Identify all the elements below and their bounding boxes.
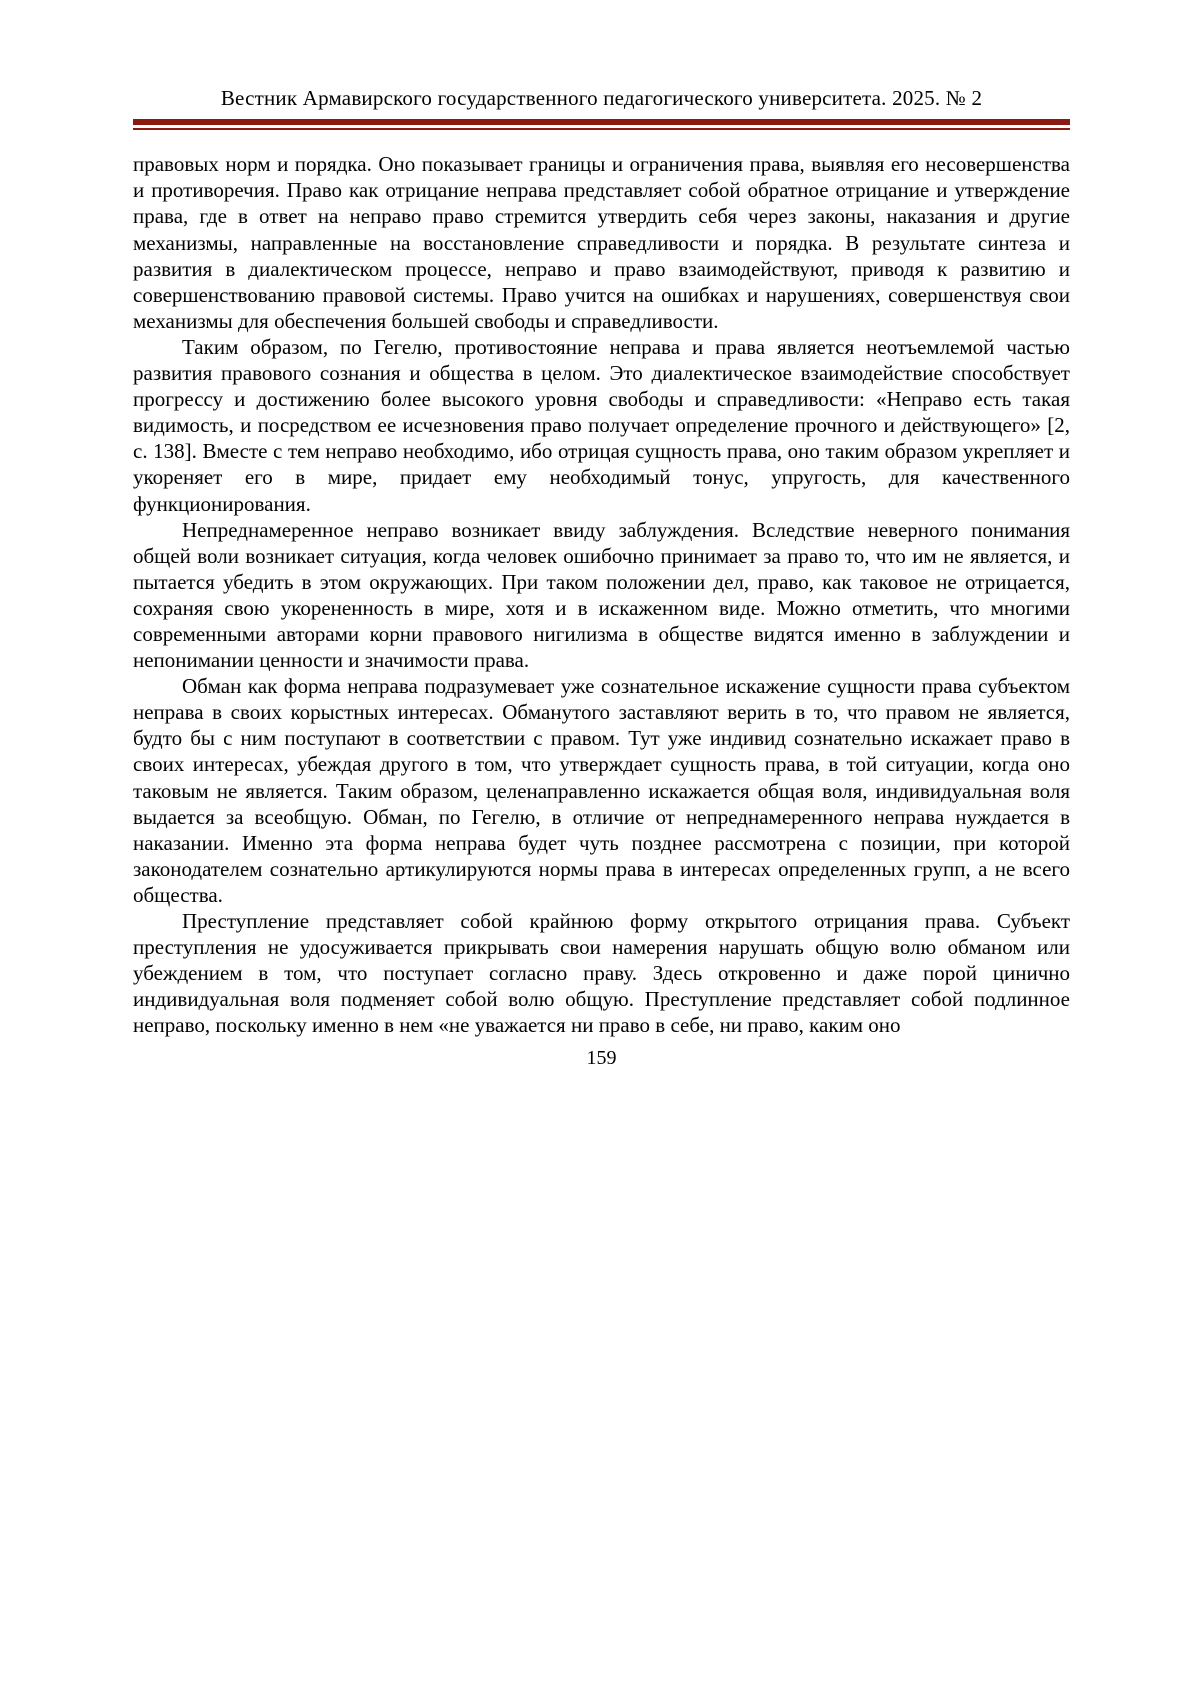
paragraph-continuation: правовых норм и порядка. Оно показывает границы и ограничения права, выявляя его несовершенства и противоречия. Право как отрицание неправа представляет собой обратное отрицание и утверждение права, где в ответ на неправо право стремится утвердить себя через законы, наказания и другие механизмы, направленные на восстановление справедливости и порядка. В результате синтеза и развития в диалектическом процессе, неправо и право взаимодействуют, приводя к развитию и совершенствованию правовой системы. Право учится на ошибках и нарушениях, совершенствуя свои механизмы для обеспечения большей свободы и справедливости. xyxy=(133,152,1070,333)
page-body xyxy=(133,151,1070,1038)
page-number: 159 xyxy=(586,1047,617,1070)
journal-header-title: Вестник Армавирского государственного педагогического университета. 2025. № 2 xyxy=(220,86,983,110)
paragraph: Непреднамеренное неправо возникает ввиду заблуждения. Вследствие неверного понимания общей воли возникает ситуация, когда человек ошибочно принимает за право то, что им не является, и пытается убедить в этом окружающих. При таком положении дел, право, как таковое не отрицается, сохраняя свою укорененность в мире, хотя и в искаженном виде. Можно отметить, что многими современными авторами корни правового нигилизма в обществе видятся именно в заблуждении и непонимании ценности и значимости права. xyxy=(133,517,1070,673)
header-divider-rule xyxy=(133,119,1070,130)
paragraph: Таким образом, по Гегелю, противостояние неправа и права является неотъемлемой частью развития правового сознания и общества в целом. Это диалектическое взаимодействие способствует прогрессу и достижению более высокого уровня свободы и справедливости: «Неправо есть такая видимость, и посредством ее исчезновения право получает определение прочного и действующего» [2, с. 138]. Вместе с тем неправо необходимо, ибо отрицая сущность права, оно таким образом укрепляет и укореняет его в мире, придает ему необходимый тонус, упругость, для качественного функционирования. xyxy=(133,334,1070,516)
paragraph: Преступление представляет собой крайнюю форму открытого отрицания права. Субъект преступления не удосуживается прикрывать свои намерения нарушать общую волю обманом или убеждением в том, что поступает согласно праву. Здесь откровенно и даже порой цинично индивидуальная воля подменяет собой волю общую. Преступление представляет собой подлинное неправо, поскольку именно в нем «не уважается ни право в себе, ни право, каким оно xyxy=(133,909,1070,1038)
paragraph: Обман как форма неправа подразумевает уже сознательное искажение сущности права субъектом неправа в своих корыстных интересах. Обманутого заставляют верить в то, что правом не является, будто бы с ним поступают в соответствии с правом. Тут уже индивид сознательно искажает право в своих интересах, убеждая другого в том, что утверждает сущность права, в той ситуации, когда оно таковым не является. Таким образом, целенаправленно искажается общая воля, индивидуальная воля выдается за всеобщую. Обман, по Гегелю, в отличие от непреднамеренного неправа нуждается в наказании. Именно эта форма неправа будет чуть позднее рассмотрена с позиции, при которой законодателем сознательно артикулируются нормы права в интересах определенных групп, а не всего общества. xyxy=(133,674,1070,907)
